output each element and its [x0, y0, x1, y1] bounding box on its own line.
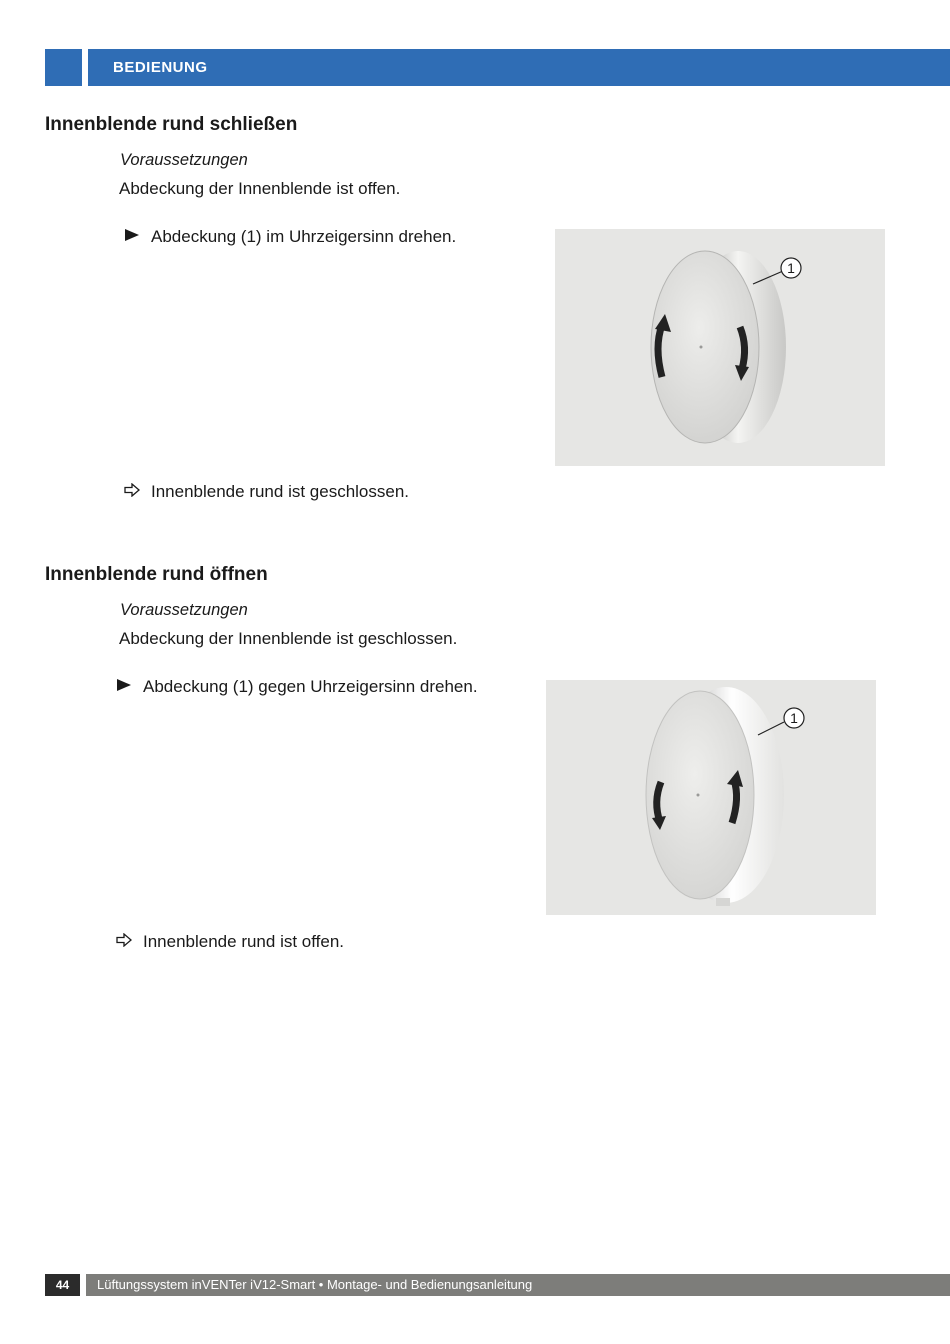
hollow-arrow-right-icon — [116, 932, 138, 952]
result-item — [124, 482, 409, 502]
header-accent-block — [45, 49, 82, 86]
callout-number: 1 — [790, 710, 798, 726]
triangle-right-icon — [124, 227, 146, 247]
prerequisites-text: Abdeckung der Innenblende ist offen. — [119, 179, 401, 198]
step-item — [124, 227, 456, 247]
footer-title: Lüftungssystem inVENTer iV12-Smart • Montage- und Bedienungsanleitung — [86, 1274, 950, 1296]
triangle-right-icon — [116, 677, 138, 697]
step-item — [116, 677, 478, 697]
step-text: Abdeckung (1) im Uhrzeigersinn drehen. — [151, 227, 457, 246]
step-text: Abdeckung (1) gegen Uhrzeigersinn drehen. — [143, 677, 478, 696]
section-header: BEDIENUNG — [88, 49, 950, 86]
section-title-open: Innenblende rund öffnen — [45, 564, 268, 585]
figure-open-rotation — [546, 680, 876, 915]
result-text: Innenblende rund ist offen. — [143, 932, 345, 951]
result-item — [116, 932, 344, 952]
figure-close-rotation — [555, 229, 885, 466]
prerequisites-text: Abdeckung der Innenblende ist geschlossen. — [119, 629, 458, 648]
prerequisites-label: Voraussetzungen — [120, 151, 248, 169]
result-text: Innenblende rund ist geschlossen. — [151, 482, 410, 501]
page-number: 44 — [45, 1274, 80, 1296]
callout-number: 1 — [787, 260, 795, 276]
section-title-close: Innenblende rund schließen — [45, 114, 298, 135]
hollow-arrow-right-icon — [124, 482, 146, 502]
prerequisites-label: Voraussetzungen — [120, 601, 248, 619]
